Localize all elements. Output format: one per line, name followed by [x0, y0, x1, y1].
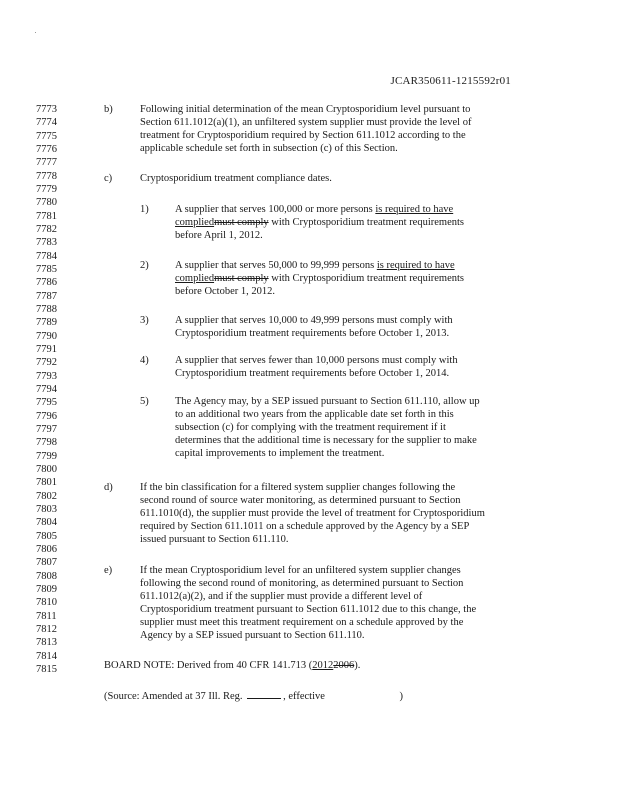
- line-number: 7811: [36, 610, 57, 622]
- line-number: 7784: [36, 250, 57, 262]
- line-number: 7780: [36, 197, 57, 209]
- deleted-text: 2006: [333, 660, 355, 671]
- item-4-label: 4): [140, 355, 149, 366]
- section-b-line: treatment for Cryptosporidium required by Section 611.1012 according to the: [140, 130, 466, 141]
- inserted-text: complied: [175, 217, 215, 228]
- section-e-line: If the mean Cryptosporidium level for an unfiltered system supplier changes: [140, 565, 461, 576]
- line-number: 7777: [36, 157, 57, 169]
- item-5-label: 5): [140, 396, 149, 407]
- item-5-line: subsection (c) for complying with the treatment requirement if it: [175, 422, 446, 433]
- line-number: 7815: [36, 663, 57, 675]
- line-number: 7776: [36, 143, 57, 155]
- section-b-line: Following initial determination of the mean Cryptosporidium level pursuant to: [140, 104, 471, 115]
- section-b-label: b): [104, 104, 113, 115]
- section-b-line: applicable schedule set forth in subsection (c) of this Section.: [140, 143, 398, 154]
- line-number: 7774: [36, 117, 57, 129]
- line-number: 7788: [36, 303, 57, 315]
- inserted-text: 2012: [312, 660, 334, 671]
- item-4-line: Cryptosporidium treatment requirements before October 1, 2014.: [175, 368, 450, 379]
- line-number: 7805: [36, 530, 57, 542]
- blank-line: [247, 689, 281, 699]
- line-number: 7793: [36, 370, 57, 382]
- section-e-line: supplier must meet this treatment requirement on a schedule approved by the: [140, 617, 464, 628]
- section-d-line: If the bin classification for a filtered system supplier changes following the: [140, 482, 456, 493]
- line-number: 7781: [36, 210, 57, 222]
- line-number: 7791: [36, 343, 57, 355]
- line-number: 7787: [36, 290, 57, 302]
- item-5-line: determines that the additional time is necessary for the supplier to make: [175, 435, 477, 446]
- item-4-line: A supplier that serves fewer than 10,000 persons must comply with: [175, 355, 458, 366]
- line-number: 7795: [36, 397, 57, 409]
- item-3-label: 3): [140, 315, 149, 326]
- section-d-line: issued pursuant to Section 611.110.: [140, 534, 289, 545]
- section-d-line: second round of source water monitoring, as determined pursuant to Section: [140, 495, 461, 506]
- inserted-text: is required to have: [376, 260, 455, 271]
- section-b-line: Section 611.1012(a)(1), an unfiltered system supplier must provide the level of: [140, 117, 472, 128]
- section-e-line: following the second round of monitoring, as determined pursuant to Section: [140, 578, 464, 589]
- item-1-line: compliedmust comply with Cryptosporidium treatment requirements: [175, 217, 465, 228]
- document-id-header: JCAR350611-1215592r01: [390, 75, 511, 87]
- item-1-line: before April 1, 2012.: [175, 230, 263, 241]
- board-note: BOARD NOTE: Derived from 40 CFR 141.713 (20122006).: [104, 660, 361, 671]
- deleted-text: must comply: [214, 217, 269, 228]
- line-number: 7775: [36, 130, 57, 142]
- line-number: 7778: [36, 170, 57, 182]
- line-number: 7808: [36, 570, 57, 582]
- line-number: 7790: [36, 330, 57, 342]
- item-2-line: before October 1, 2012.: [175, 286, 276, 297]
- inserted-text: complied: [175, 273, 215, 284]
- item-5-line: capital improvements to implement the treatment.: [175, 448, 385, 459]
- item-3-line: A supplier that serves 10,000 to 49,999 persons must comply with: [175, 315, 453, 326]
- line-number: 7783: [36, 237, 57, 249]
- line-number: 7782: [36, 223, 57, 235]
- section-c-title: Cryptosporidium treatment compliance dates.: [140, 173, 332, 184]
- line-number: 7802: [36, 490, 57, 502]
- section-e-label: e): [104, 565, 113, 576]
- source-note: (Source: Amended at 37 Ill. Reg. , effective ): [104, 691, 404, 702]
- line-number: 7809: [36, 583, 57, 595]
- line-number: 7773: [36, 104, 57, 115]
- line-number: 7797: [36, 423, 57, 435]
- section-e-line: 611.1012(a)(2), and if the supplier must provide a different level of: [140, 591, 423, 602]
- section-d-line: 611.1010(d), the supplier must provide the level of treatment for Cryptosporidium: [140, 508, 485, 519]
- item-1-line: A supplier that serves 100,000 or more persons is required to have: [175, 204, 454, 215]
- line-number: 7801: [36, 477, 57, 489]
- line-number: 7796: [36, 410, 57, 422]
- line-number: 7786: [36, 277, 57, 289]
- line-number: 7792: [36, 357, 57, 369]
- item-2-line: A supplier that serves 50,000 to 99,999 persons is required to have: [175, 260, 455, 271]
- line-number: 7794: [36, 383, 57, 395]
- line-number: 7813: [36, 637, 57, 649]
- section-e-line: Cryptosporidium treatment pursuant to Section 611.1012 due to this change, the: [140, 604, 477, 615]
- line-number: 7807: [36, 557, 57, 569]
- line-number: 7812: [36, 623, 57, 635]
- inserted-text: is required to have: [375, 204, 454, 215]
- section-c-label: c): [104, 173, 113, 184]
- line-number: 7799: [36, 450, 57, 462]
- item-5-line: to an additional two years from the applicable date set forth in this: [175, 409, 454, 420]
- line-number: 7806: [36, 543, 57, 555]
- line-number: 7814: [36, 650, 57, 662]
- line-number: 7803: [36, 503, 57, 515]
- line-number: 7789: [36, 317, 57, 329]
- item-1-label: 1): [140, 204, 149, 215]
- line-number: 7798: [36, 437, 57, 449]
- deleted-text: must comply: [214, 273, 269, 284]
- item-2-line: compliedmust comply with Cryptosporidium treatment requirements: [175, 273, 465, 284]
- section-d-label: d): [104, 482, 113, 493]
- line-number: 7804: [36, 517, 57, 529]
- line-number: 7800: [36, 463, 57, 475]
- section-e-line: Agency by a SEP issued pursuant to Section 611.110.: [140, 630, 365, 641]
- item-5-line: The Agency may, by a SEP issued pursuant to Section 611.110, allow up: [175, 396, 480, 407]
- line-number: 7810: [36, 597, 57, 609]
- line-number: 7785: [36, 263, 57, 275]
- line-number: 7779: [36, 183, 57, 195]
- item-3-line: Cryptosporidium treatment requirements before October 1, 2013.: [175, 328, 450, 339]
- section-d-line: required by Section 611.1011 on a schedule approved by the Agency by a SEP: [140, 521, 470, 532]
- item-2-label: 2): [140, 260, 149, 271]
- scan-speck: [35, 32, 36, 33]
